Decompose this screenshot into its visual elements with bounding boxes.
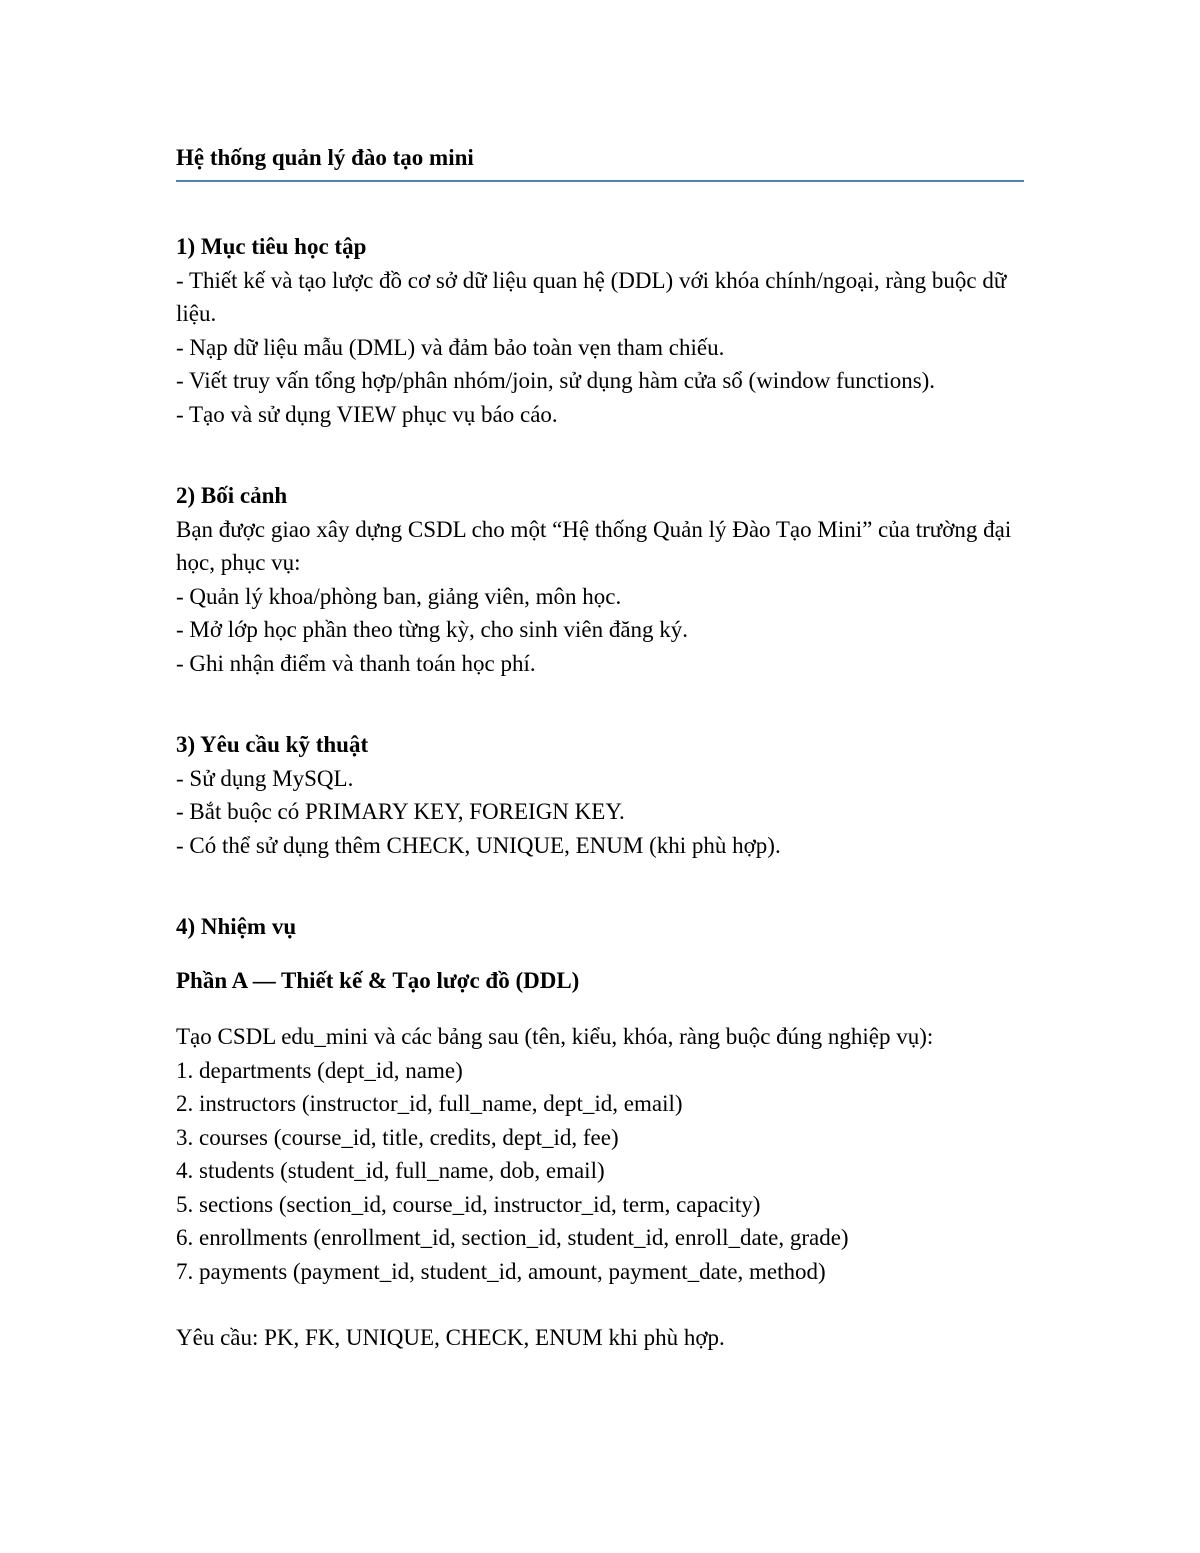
- table-item: 7. payments (payment_id, student_id, amount, payment_date, method): [176, 1258, 826, 1284]
- list-item: - Viết truy vấn tổng hợp/phân nhóm/join, sử dụng hàm cửa sổ (window functions).: [176, 368, 936, 393]
- table-item: 1. departments (dept_id, name): [176, 1057, 463, 1083]
- document-title: Hệ thống quản lý đào tạo mini: [176, 142, 1024, 182]
- list-item: - Nạp dữ liệu mẫu (DML) và đảm bảo toàn vẹn tham chiếu.: [176, 334, 725, 360]
- document-page: [176, 142, 1024, 1355]
- requirement-note: Yêu cầu: PK, FK, UNIQUE, CHECK, ENUM khi phù hợp.: [176, 1325, 725, 1350]
- table-item: 6. enrollments (enrollment_id, section_id, student_id, enroll_date, grade): [176, 1225, 849, 1250]
- table-item: 4. students (student_id, full_name, dob, email): [176, 1158, 605, 1183]
- list-item: - Mở lớp học phần theo từng kỳ, cho sinh viên đăng ký.: [176, 617, 689, 642]
- part-a-heading: Phần A — Thiết kế & Tạo lược đồ (DDL): [176, 967, 580, 993]
- list-item: - Sử dụng MySQL.: [176, 765, 354, 791]
- section-heading: 4) Nhiệm vụ: [176, 914, 297, 939]
- list-item: - Tạo và sử dụng VIEW phục vụ báo cáo.: [176, 401, 558, 427]
- list-item: - Thiết kế và tạo lược đồ cơ sở dữ liệu quan hệ (DDL) với khóa chính/ngoại, ràng buộc dữ liệu.: [176, 267, 1007, 326]
- section-technical: [176, 728, 1024, 862]
- paragraph: Bạn được giao xây dựng CSDL cho một “Hệ thống Quản lý Đào Tạo Mini” của trường đại học, phục vụ:: [176, 516, 1012, 575]
- section-heading: 1) Mục tiêu học tập: [176, 234, 367, 259]
- table-item: 2. instructors (instructor_id, full_name, dept_id, email): [176, 1091, 683, 1116]
- paragraph: Tạo CSDL edu_mini và các bảng sau (tên, kiểu, khóa, ràng buộc đúng nghiệp vụ):: [176, 1024, 934, 1049]
- list-item: - Bắt buộc có PRIMARY KEY, FOREIGN KEY.: [176, 799, 625, 824]
- section-heading: 2) Bối cảnh: [176, 483, 288, 508]
- table-item: 5. sections (section_id, course_id, instructor_id, term, capacity): [176, 1191, 761, 1217]
- table-item: 3. courses (course_id, title, credits, dept_id, fee): [176, 1124, 619, 1150]
- list-item: - Ghi nhận điểm và thanh toán học phí.: [176, 650, 536, 676]
- section-heading: 3) Yêu cầu kỹ thuật: [176, 732, 369, 757]
- list-item: - Quản lý khoa/phòng ban, giảng viên, môn học.: [176, 583, 622, 609]
- list-item: - Có thể sử dụng thêm CHECK, UNIQUE, ENUM (khi phù hợp).: [176, 832, 781, 858]
- section-context: [176, 479, 1024, 680]
- section-tasks: [176, 910, 1024, 1355]
- section-objectives: [176, 230, 1024, 431]
